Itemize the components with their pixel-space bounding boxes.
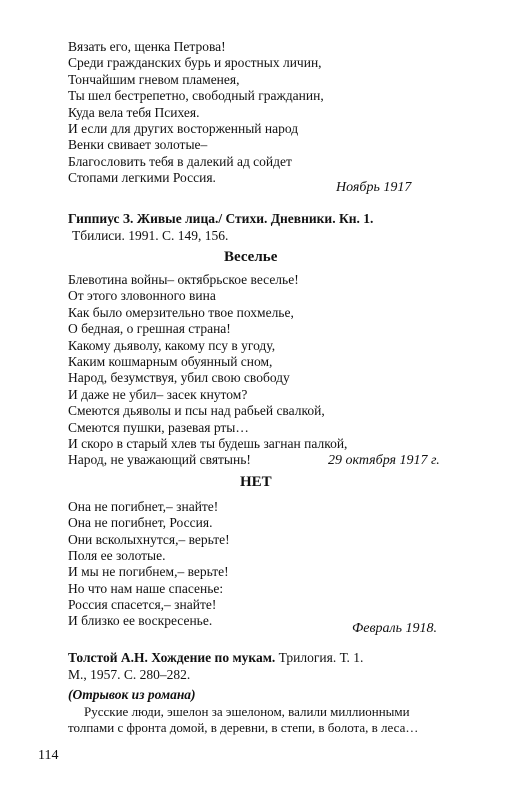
poem-line: Стопами легкими Россия.	[68, 170, 216, 186]
poem-line: Каким кошмарным обуянный сном,	[68, 354, 273, 369]
poem-line: Благословить тебя в далекий ад сойдет	[68, 153, 292, 169]
poem-line: Тончайшим гневом пламенея,	[68, 71, 240, 87]
poem-title: НЕТ	[240, 474, 272, 490]
poem-date: Февраль 1918.	[352, 621, 438, 636]
poem-line: Как было омерзительно твое похмелье,	[68, 304, 294, 320]
poem-line: Народ, безумствуя, убил свою свободу	[68, 370, 290, 386]
poem-line: Смеются пушки, разевая рты…	[68, 419, 249, 435]
excerpt-note: (Отрывок из романа)	[68, 687, 196, 702]
poem-line: Она не погибнет, Россия.	[68, 515, 213, 530]
page-number: 114	[38, 748, 59, 763]
source-citation-details: М., 1957. С. 280–282.	[68, 667, 191, 682]
source-citation-details: Тбилиси. 1991. С. 149, 156.	[72, 228, 229, 243]
poem-line: Блевотина войны– октябрьское веселье!	[68, 272, 299, 287]
poem-line: Среди гражданских бурь и яростных личин,	[68, 55, 322, 71]
poem-line: Венки свивает золотые–	[68, 137, 208, 153]
poem-line: Россия спасется,– знайте!	[68, 597, 217, 612]
source-citation	[68, 650, 363, 666]
source-citation-author-title: Толстой А.Н. Хождение по мукам.	[68, 650, 276, 665]
poem-line: Поля ее золотые.	[68, 548, 166, 563]
poem-line: И близко ее воскресенье.	[68, 613, 213, 628]
poem-title: Веселье	[224, 249, 278, 265]
source-citation: Гиппиус З. Живые лица./ Стихи. Дневники. Кн. 1.	[68, 211, 374, 226]
prose-line: толпами с фронта домой, в деревни, в степи, в болота, в леса…	[68, 720, 419, 735]
poem-line: И даже не убил– засек кнутом?	[68, 386, 248, 402]
poem-line: О бедная, о грешная страна!	[68, 321, 231, 337]
poem-line: Но что нам наше спасенье:	[68, 581, 224, 596]
poem-line: От этого зловонного вина	[68, 288, 216, 304]
poem-line: Она не погибнет,– знайте!	[68, 499, 219, 514]
poem-line: Ты шел бестрепетно, свободный гражданин,	[68, 88, 324, 104]
poem-line: И если для других восторженный народ	[68, 121, 299, 136]
poem-date: Ноябрь 1917	[336, 180, 412, 195]
poem-line: Народ, не уважающий святынь!	[68, 452, 251, 468]
poem-line: И мы не погибнем,– верьте!	[68, 564, 229, 579]
poem-date: 29 октября 1917 г.	[328, 453, 440, 468]
poem-line: Какому дьяволу, какому псу в угоду,	[68, 337, 276, 353]
poem-line: И скоро в старый хлев ты будешь загнан палкой,	[68, 436, 348, 451]
source-citation-series: Трилогия. Т. 1.	[275, 650, 364, 665]
poem-line: Куда вела тебя Психея.	[68, 104, 200, 120]
prose-line: Русские люди, эшелон за эшелоном, валили миллионными	[84, 704, 410, 719]
poem-line: Они всколыхнутся,– верьте!	[68, 532, 230, 547]
poem-line: Вязать его, щенка Петрова!	[68, 39, 226, 54]
poem-line: Смеются дьяволы и псы над рабьей свалкой,	[68, 403, 325, 419]
